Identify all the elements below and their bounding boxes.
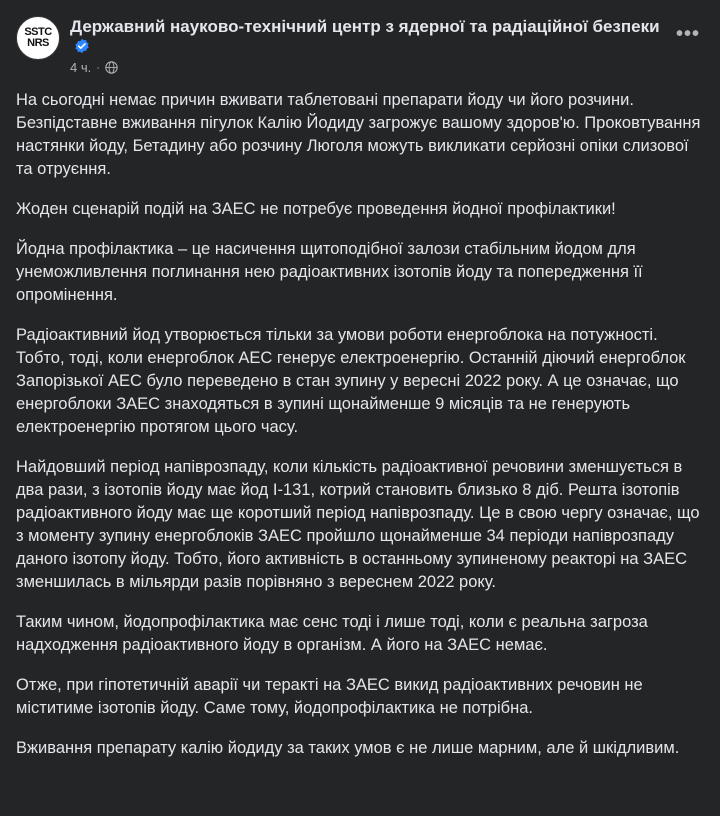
meta-separator: ·	[96, 61, 100, 74]
page-name[interactable]: Державний науково-технічний центр з ядерної та радіаційної безпеки	[70, 17, 660, 36]
verified-badge-icon	[74, 38, 90, 54]
post-header	[16, 16, 704, 75]
post-paragraph: Вживання препарату калію йодиду за таких умов є не лише марним, але й шкідливим.	[16, 739, 680, 757]
post-paragraph: Таким чином, йодопрофілактика має сенс тоді і лише тоді, коли є реальна загроза надходження радіоактивного йоду в організм. А його на ЗАЕС немає.	[16, 613, 648, 654]
post-paragraph: На сьогодні немає причин вживати таблетовані препарати йоду чи його розчини. Безпідставне вживання пігулок Калію Йодиду загрожує вашому здоров'ю. Проковтування настянки йоду, Бетадину або розчину Люголя можуть викликати серйозні опіки слизової та отруєння.	[16, 91, 701, 178]
globe-icon[interactable]	[105, 61, 118, 74]
post-paragraph: Радіоактивний йод утворюється тільки за умови роботи енергоблока на потужності. Тобто, тоді, коли енергоблок АЕС генерує електроенергію. Останній діючий енергоблок Запорізької АЕС було переведено в стан зупину у вересні 2022 року. А це означає, що енергоблоки ЗАЕС знаходяться в зупині щонайменше 9 місяців та не генерують електроенергію протягом цього часу.	[16, 326, 686, 436]
post-body	[16, 89, 704, 760]
post-header-text	[70, 16, 704, 75]
post-meta	[70, 60, 664, 75]
more-options-button[interactable]: •••	[675, 22, 700, 45]
post-paragraph: Найдовший період напіврозпаду, коли кількість радіоактивної речовини зменшується в два рази, з ізотопів йоду має йод I-131, котрий становить близько 8 діб. Решта ізотопів радіоактивного йоду має ще коротший період напіврозпаду. Це в свою чергу означає, що з моменту зупину енергоблоків ЗАЕС пройшло щонайменше 34 періоди напіврозпаду даного ізотопу йоду. Тобто, його активність в останньому зупиненому реакторі на ЗАЕС зменшилась в мільярди разів порівняно з вереснем 2022 року.	[16, 458, 700, 591]
post-paragraph: Отже, при гіпотетичній аварії чи теракті на ЗАЕС викид радіоактивних речовин не міститиме ізотопів йоду. Саме тому, йодопрофілактика не потрібна.	[16, 676, 643, 717]
post-paragraph: Жоден сценарій подій на ЗАЕС не потребує проведення йодної профілактики!	[16, 200, 616, 218]
post-paragraph: Йодна профілактика – це насичення щитоподібної залози стабільним йодом для унеможливлення поглинання нею радіоактивних ізотопів йоду та попередження її опромінення.	[16, 240, 643, 304]
avatar-line-2: NRS	[27, 37, 49, 49]
avatar[interactable]	[16, 16, 60, 60]
avatar-line-1: SSTC	[24, 26, 52, 38]
post-timestamp[interactable]: 4 ч.	[70, 60, 92, 75]
